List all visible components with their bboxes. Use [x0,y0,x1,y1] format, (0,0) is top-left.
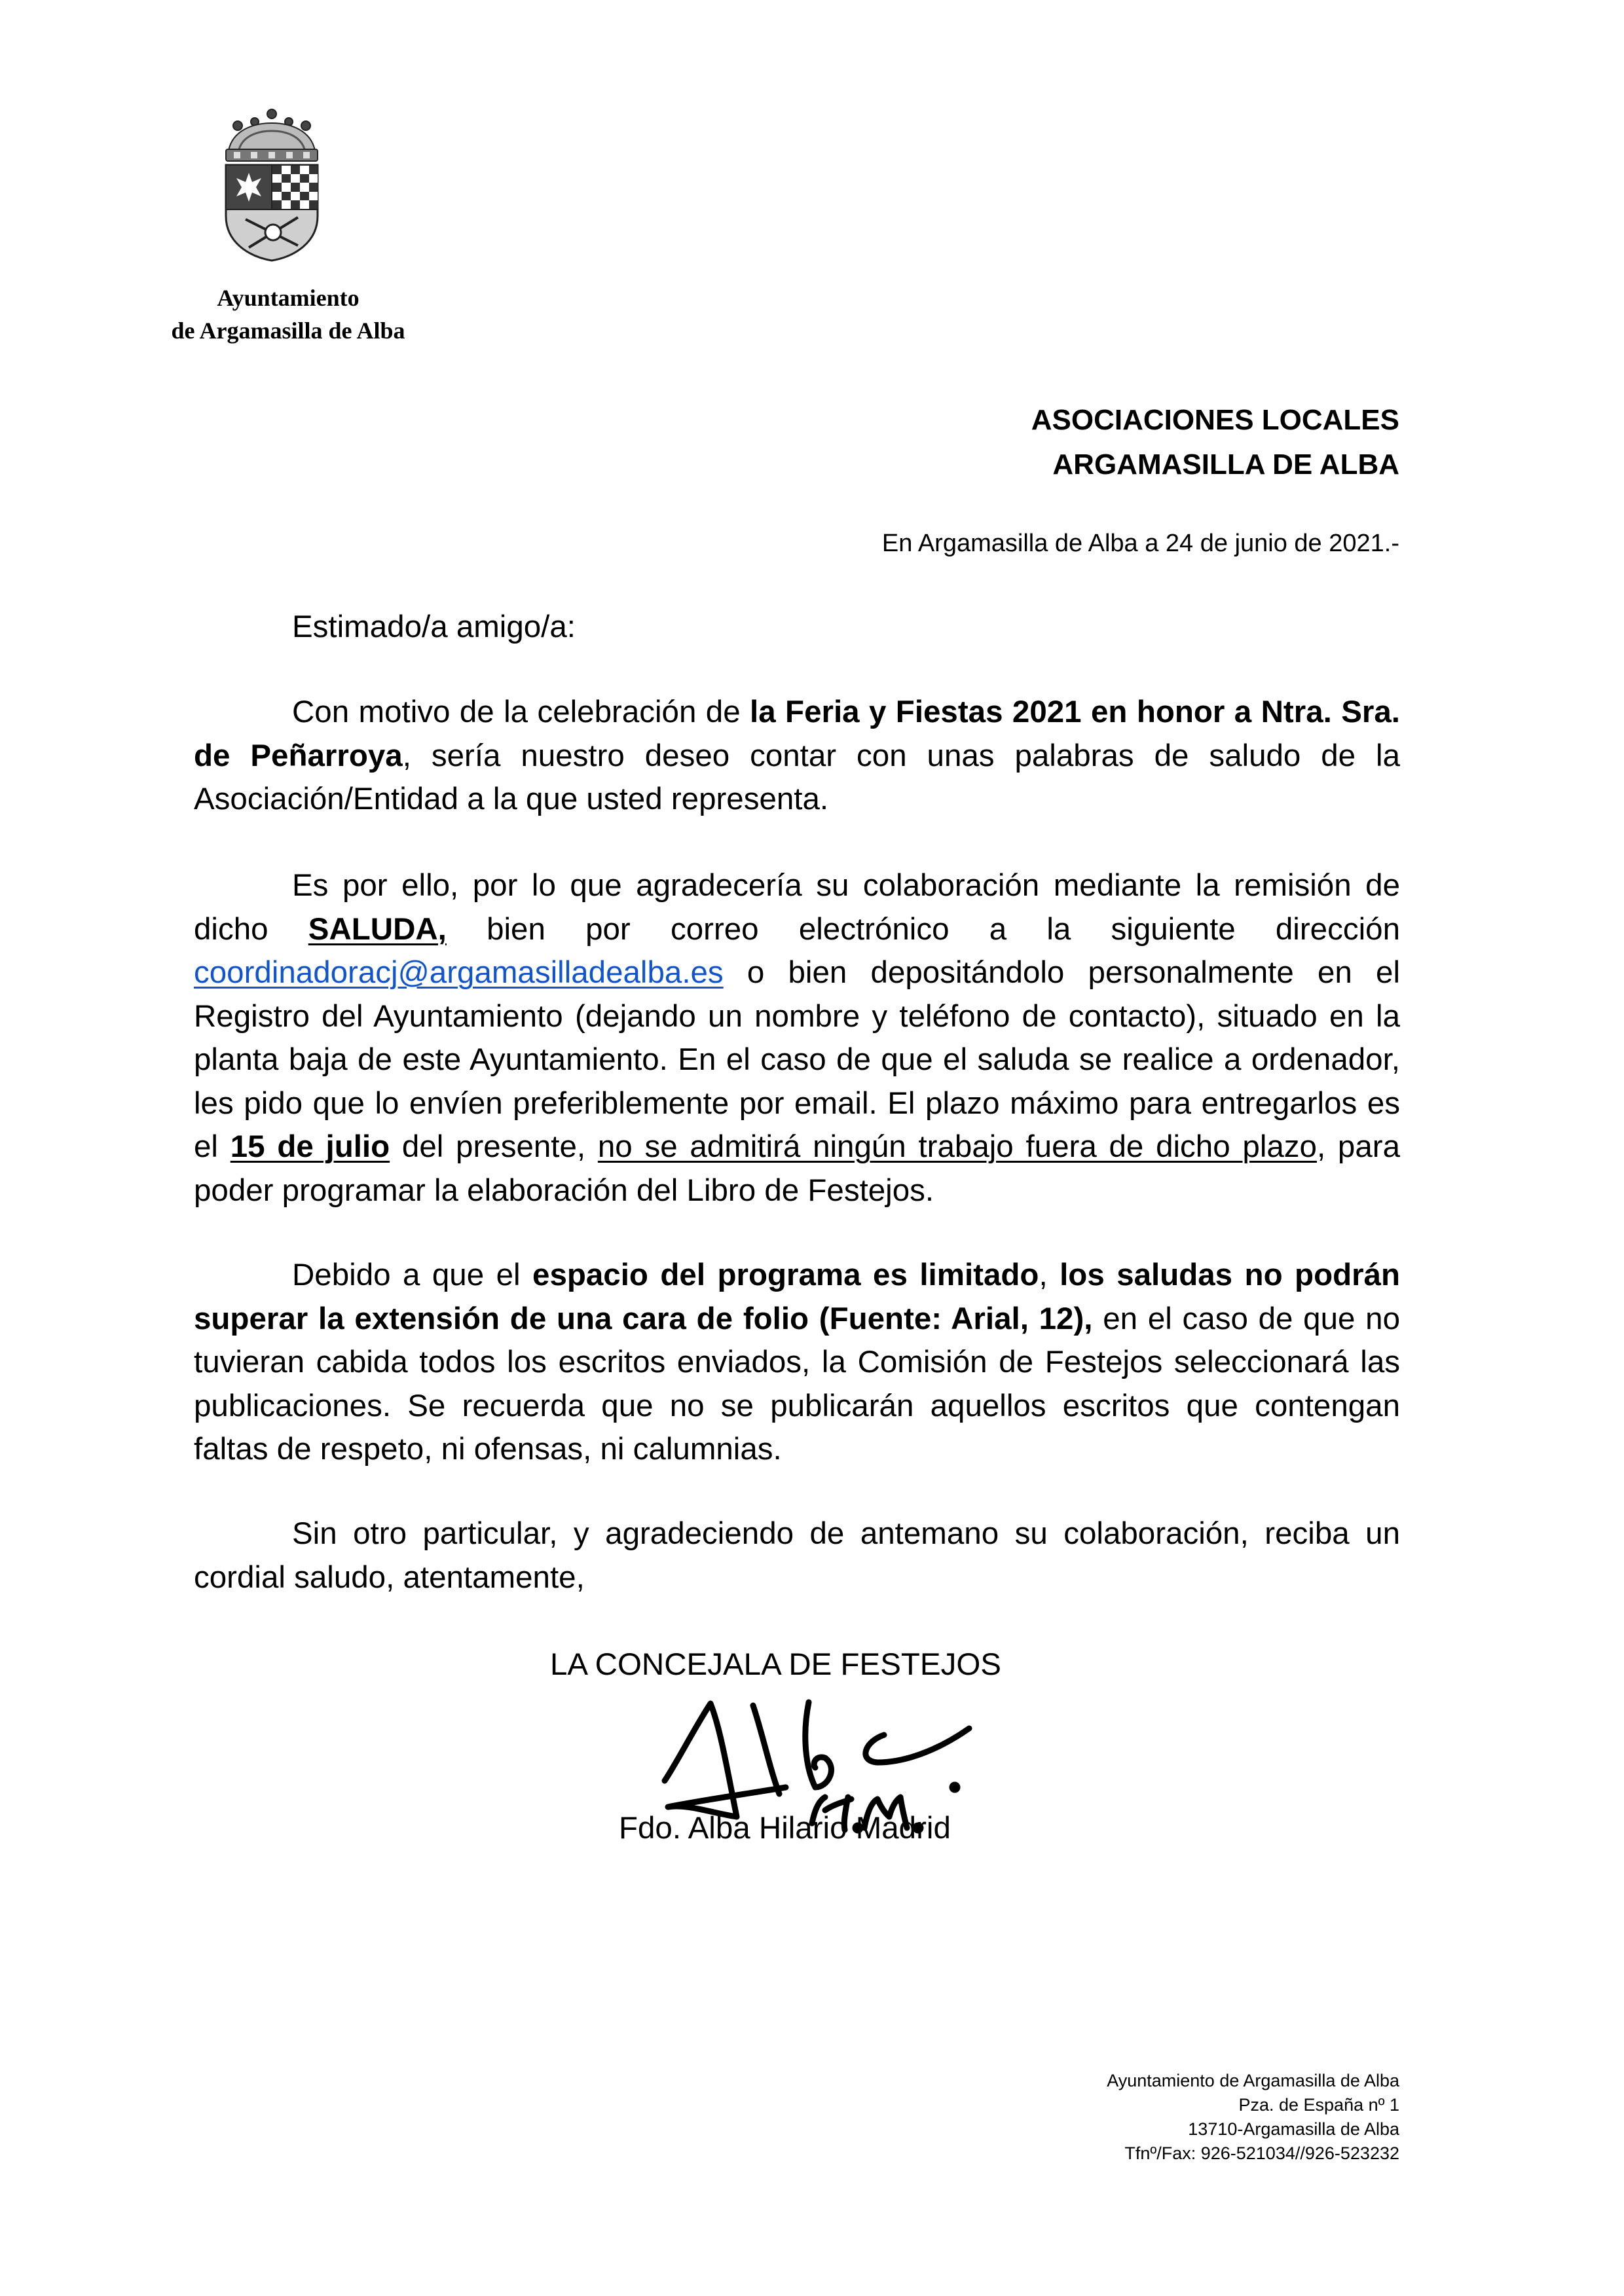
p2-text-1: Es por ello, por lo que agradecería su colaboración mediante la remisión de dicho [194,868,1400,947]
p1-bold-event: la Feria y Fiestas 2021 en honor a Ntra. Sra. de Peñarroya [194,695,1400,773]
greeting-text: Estimado/a amigo/a: [292,610,576,644]
p1-text-2: , sería nuestro deseo contar con unas palabras de saludo de la Asociación/Entidad a la que usted representa. [194,738,1400,816]
recipient-line-2: ARGAMASILLA DE ALBA [1052,448,1399,481]
greeting [194,606,1400,649]
recipient-line-1: ASOCIACIONES LOCALES [1031,404,1399,436]
email-link[interactable]: coordinadoracj@argamasilladealba.es [194,955,724,990]
p2-text-2: bien por correo electrónico a la siguiente dirección [446,911,1400,947]
p3-text-2: , [1039,1258,1060,1292]
date-line: En Argamasilla de Alba a 24 de junio de 2021.- [881,530,1399,557]
recipient-block [614,398,1399,487]
p2-bold-saluda: SALUDA, [308,911,447,947]
footer-line-2: Pza. de España nº 1 [1238,2095,1399,2115]
p3-bold-2: los saludas no podrán superar la extensión de una cara de folio (Fuente: Arial, 12), [194,1258,1401,1336]
organization-name [138,282,439,347]
coat-of-arms-icon [219,105,324,262]
p4-text: Sin otro particular, y agradeciendo de antemano su colaboración, reciba un cordial saludo, atentamente, [194,1516,1400,1595]
paragraph-3 [194,1254,1400,1472]
footer-address [876,2069,1399,2166]
p2-text-3: o bien depositándolo personalmente en el Registro del Ayuntamiento (dejando un nombre y teléfono de contacto), situado en la planta baja de este Ayuntamiento. En el caso de que el saluda se realice a ordenador, les pido que lo envíen preferiblemente por email. El plazo máximo para entregarlos es el [194,955,1400,1164]
signature-title: LA CONCEJALA DE FESTEJOS [550,1647,1001,1682]
paragraph-1 [194,691,1400,822]
footer-line-4: Tfnº/Fax: 926-521034//926-523232 [1124,2143,1399,2163]
footer-line-3: 13710-Argamasilla de Alba [1188,2119,1399,2139]
p2-underline-notice: no se admitirá ningún trabajo fuera de dicho plazo [597,1129,1317,1164]
signatory-name: Fdo. Alba Hilario Madrid [619,1811,951,1846]
paragraph-4 [194,1512,1400,1599]
p2-text-5: , para poder programar la elaboración del Libro de Festejos. [194,1129,1400,1208]
p3-text-3: en el caso de que no tuvieran cabida todos los escritos enviados, la Comisión de Festejos seleccionará las publicaciones. Se recuerda que no se publicarán aquellos escritos que contengan faltas de respeto, ni ofensas, ni calumnias. [194,1301,1400,1467]
p1-text-1: Con motivo de la celebración de [292,695,750,729]
org-line-1: Ayuntamiento [217,285,360,311]
p2-bold-deadline: 15 de julio [230,1129,390,1164]
p2-text-4: del presente, [390,1129,598,1164]
p3-bold-1: espacio del programa es limitado [532,1258,1039,1292]
footer-line-1: Ayuntamiento de Argamasilla de Alba [1107,2071,1399,2090]
paragraph-2 [194,864,1400,1212]
p3-text-1: Debido a que el [292,1258,533,1292]
org-line-2: de Argamasilla de Alba [171,318,405,344]
